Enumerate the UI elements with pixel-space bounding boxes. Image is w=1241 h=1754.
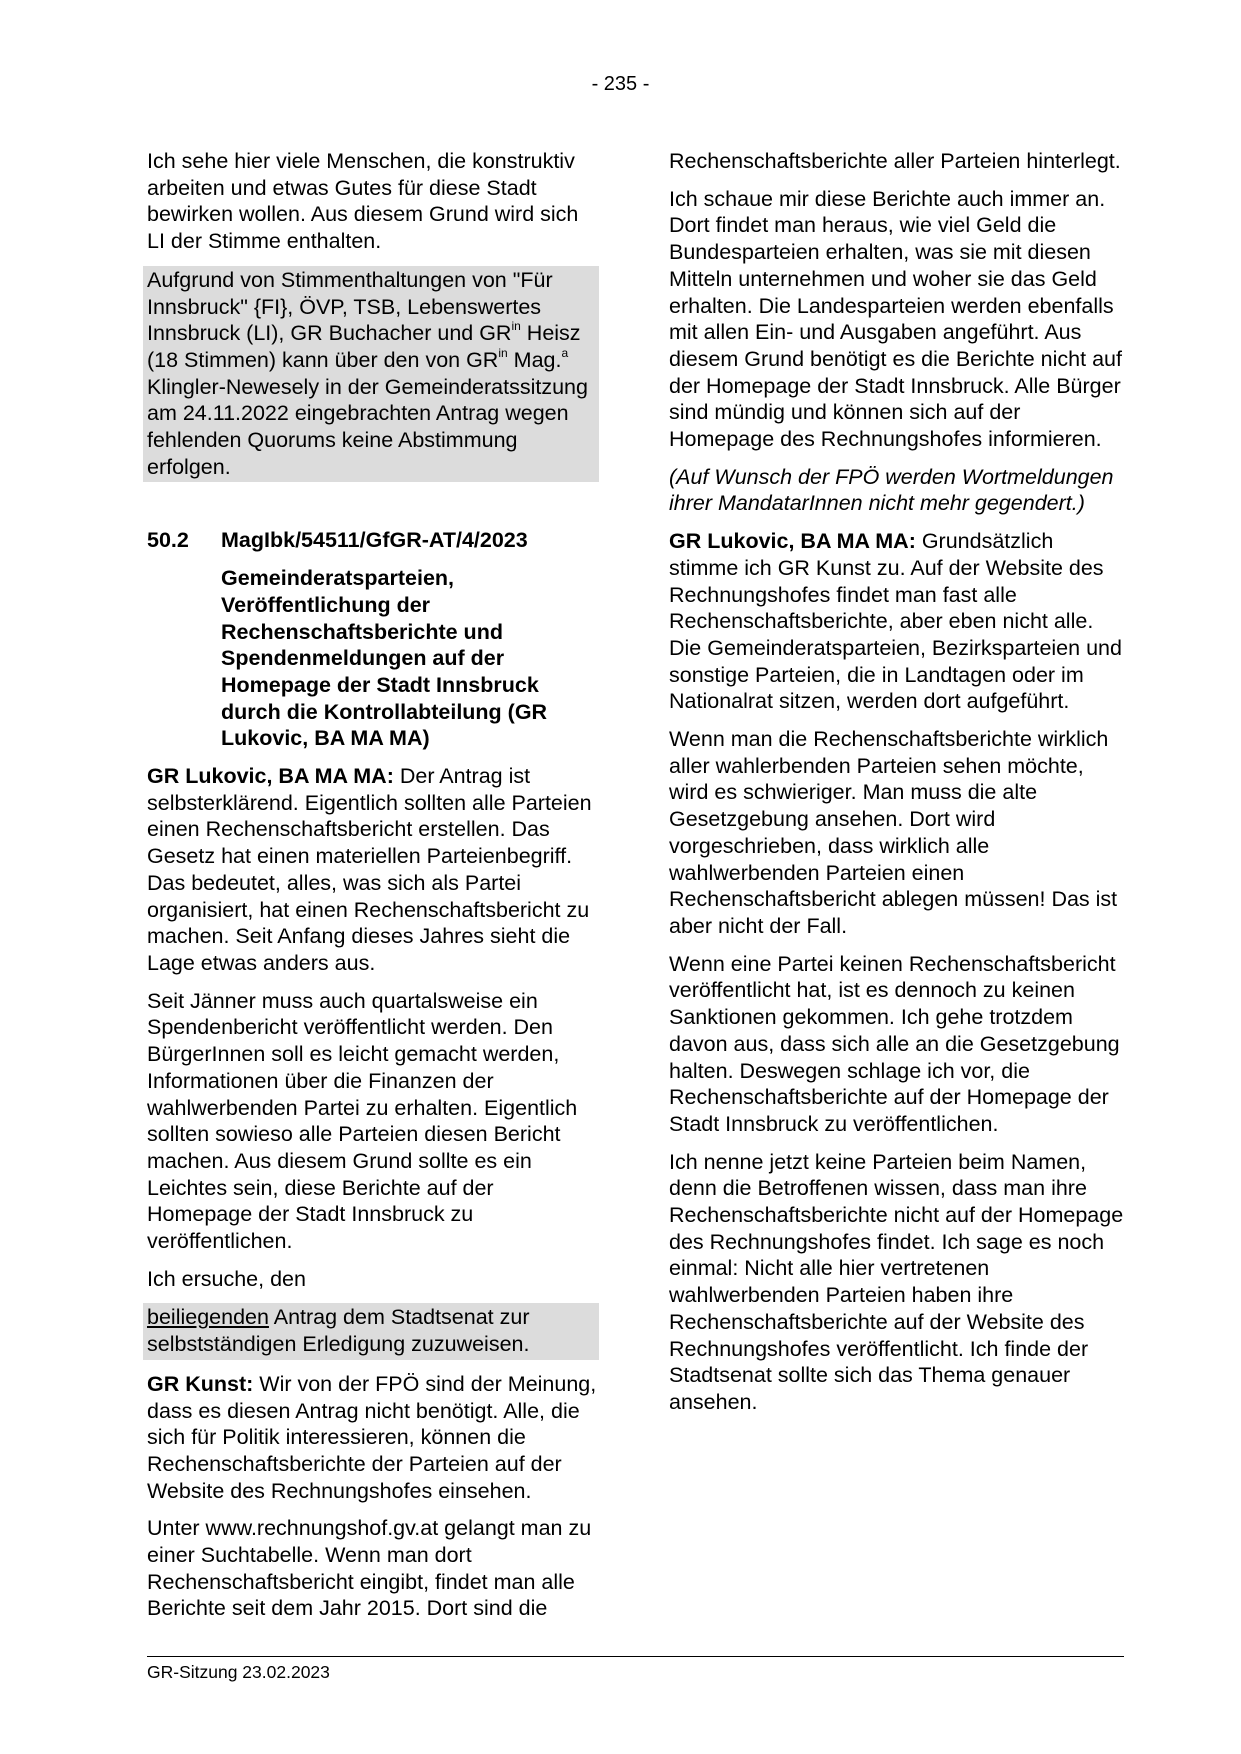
- paragraph-li-abstention: Ich sehe hier viele Menschen, die konstruktiv arbeiten und etwas Gutes für diese Stadt bewirken wollen. Aus diesem Grund wird sich LI der Stimme enthalten.: [147, 149, 579, 254]
- agenda-item-number: 50.2: [147, 528, 189, 553]
- agenda-item-title: Gemeinderatsparteien, Veröffentlichung der Rechenschaftsberichte und Spendenmeldungen auf der Homepage der Stadt Innsbruck durch die Kontrollabteilung (GR Lukovic, BA MA MA): [221, 566, 548, 751]
- paragraph-continued: Rechenschaftsberichte aller Parteien hinterlegt.: [669, 149, 1121, 173]
- right-column: [669, 148, 1124, 1427]
- footer-divider: [147, 1656, 1124, 1657]
- paragraph-parteien: Ich nenne jetzt keine Parteien beim Namen, denn die Betroffenen wissen, dass man ihre Rechenschaftsberichte nicht auf der Homepage des Rechnungshofes findet. Ich sage es noch einmal: Nicht alle hier vertretenen wahlwerbenden Parteien haben ihre Rechenschaftsberichte auf der Website des Rechnungshofes veröffentlicht. Ich finde der Stadtsenat sollte sich das Thema genauer ansehen.: [669, 1149, 1124, 1414]
- paragraph-berichte: Ich schaue mir diese Berichte auch immer an. Dort findet man heraus, wie viel Geld die Bundesparteien erhalten, was sie mit diesen Mitteln unternehmen und woher sie das Geld erhalten. Die Landesparteien werden ebenfalls mit allen Ein- und Ausgaben angeführt. Aus diesem Grund benötigt es die Berichte nicht auf der Homepage der Stadt Innsbruck. Alle Bürger sind mündig und können sich auf der Homepage des Rechnungshofes informieren.: [669, 186, 1122, 452]
- speech-lukovic-2: GR Lukovic, BA MA MA: Grundsätzlich stimme ich GR Kunst zu. Auf der Website des Rechnungshofes findet man fast alle Rechenschaftsberichte, aber eben nicht alle. Die Gemeinderatsparteien, Bezirksparteien und sonstige Parteien, die in Landtagen oder im Nationalrat sitzen, werden dort aufgeführt.: [669, 529, 1122, 714]
- agenda-item-header: [147, 527, 599, 554]
- motion-box: beiliegenden Antrag dem Stadtsenat zur selbstständigen Erledigung zuzuweisen.: [143, 1303, 599, 1359]
- paragraph-request: Ich ersuche, den: [147, 1266, 306, 1291]
- speech-lukovic-1: GR Lukovic, BA MA MA: Der Antrag ist selbsterklärend. Eigentlich sollten alle Parteien einen Rechenschaftsbericht erstellen. Das Gesetz hat einen materiellen Parteienbegriff. Das bedeutet, alles, was sich als Partei organisiert, hat einen Rechenschaftsbericht zu machen. Seit Anfang dieses Jahres sieht die Lage etwas anders aus.: [147, 764, 592, 975]
- paragraph-sanktionen: Wenn eine Partei keinen Rechenschaftsbericht veröffentlicht hat, ist es dennoch zu keinen Sanktionen gekommen. Ich gehe trotzdem davon aus, dass sich alle an die Gesetzgebung halten. Deswegen schlage ich vor, die Rechenschaftsberichte auf der Homepage der Stadt Innsbruck zu veröffentlichen.: [669, 951, 1120, 1136]
- gender-note: (Auf Wunsch der FPÖ werden Wortmeldungen ihrer MandatarInnen nicht mehr gegendert.): [669, 464, 1114, 516]
- page-number: - 235 -: [591, 73, 650, 95]
- resolution-box: Aufgrund von Stimmenthaltungen von "Für Innsbruck" {FI}, ÖVP, TSB, Lebenswertes Innsbruck (LI), GR Buchacher und $GR^{in}$ Heisz (18 Stimmen) kann über den von $GR^{in}$ Mag.$^a$ Klingler-Newesely in der Gemeinderatssitzung am 24.11.2022 eingebrachten Antrag wegen fehlenden Quorums keine Abstimmung erfolgen.: [143, 266, 599, 483]
- left-column: [147, 148, 599, 1633]
- paragraph-gesetzgebung: Wenn man die Rechenschaftsberichte wirklich aller wahlerbenden Parteien sehen möchte, wird es schwieriger. Man muss die alte Gesetzgebung ansehen. Dort wird vorgeschrieben, dass wirklich alle wahlwerbenden Parteien einen Rechenschaftsbericht ablegen müssen! Das ist aber nicht der Fall.: [669, 727, 1118, 938]
- speaker-name: GR Kunst:: [147, 1371, 254, 1396]
- paragraph-rechnungshof-url: Unter www.rechnungshof.gv.at gelangt man zu einer Suchtabelle. Wenn man dort Rechenschaftsbericht eingibt, findet man alle Berichte seit dem Jahr 2015. Dort sind die: [147, 1516, 592, 1621]
- agenda-item-reference: MagIbk/54511/GfGR-AT/4/2023: [221, 528, 528, 553]
- speaker-name: GR Lukovic, BA MA MA:: [669, 529, 916, 554]
- footer-session-date: GR-Sitzung 23.02.2023: [147, 1662, 330, 1682]
- speech-kunst: GR Kunst: Wir von der FPÖ sind der Meinung, dass es diesen Antrag nicht benötigt. Alle, die sich für Politik interessieren, können die Rechenschaftsberichte der Parteien auf der Website des Rechnungshofes einsehen.: [147, 1371, 597, 1503]
- speaker-name: GR Lukovic, BA MA MA:: [147, 764, 394, 789]
- paragraph-spendenbericht: Seit Jänner muss auch quartalsweise ein Spendenbericht veröffentlicht werden. Den BürgerInnen soll es leicht gemacht werden, Informationen über die Finanzen der wahlwerbenden Partei zu erhalten. Eigentlich sollten sowieso alle Parteien diesen Bericht machen. Aus diesem Grund sollte es ein Leichtes sein, diese Berichte auf der Homepage der Stadt Innsbruck zu veröffentlichen.: [147, 988, 578, 1254]
